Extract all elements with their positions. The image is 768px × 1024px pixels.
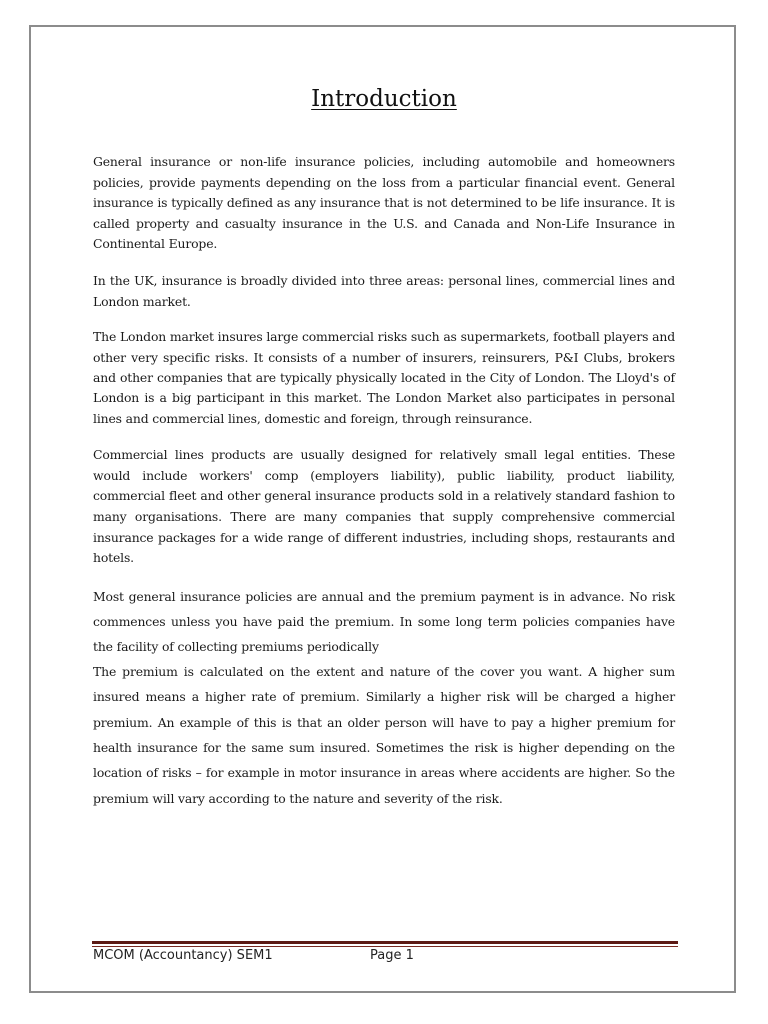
paragraph-2: In the UK, insurance is broadly divided into three areas: personal lines, commercial lines and London market. <box>93 272 675 309</box>
paragraph-3: The London market insures large commercial risks such as supermarkets, football players and other very specific risks. It consists of a number of insurers, reinsurers, P&I Clubs, brokers and other companies that are typically physically located in the City of London. The Lloyd's of London is a big participant in this market. The London Market also participates in personal lines and commercial lines, domestic and foreign, through reinsurance. <box>93 329 675 426</box>
footer-rule-thin <box>92 946 678 947</box>
body-text <box>93 152 675 811</box>
page-title-text: Introduction <box>311 86 457 112</box>
footer-course-label: MCOM (Accountancy) SEM1 <box>93 948 273 963</box>
footer-page-number: Page 1 <box>370 948 414 963</box>
paragraph-6: The premium is calculated on the extent and nature of the cover you want. A higher sum insured means a higher rate of premium. Similarly a higher risk will be charged a higher premium. An example of this is that an older person will have to pay a higher premium for health insurance for the same sum insured. Sometimes the risk is higher depending on the location of risks – for example in motor insurance in areas where accidents are higher. So the premium will vary according to the nature and severity of the risk. <box>93 663 675 806</box>
paragraph-5: Most general insurance policies are annual and the premium payment is in advance. No risk commences unless you have paid the premium. In some long term policies companies have the facility of collecting premiums periodically <box>93 588 675 654</box>
page-title <box>0 86 768 112</box>
paragraph-1: General insurance or non-life insurance policies, including automobile and homeowners policies, provide payments depending on the loss from a particular financial event. General insurance is typically defined as any insurance that is not determined to be life insurance. It is called property and casualty insurance in the U.S. and Canada and Non-Life Insurance in Continental Europe. <box>93 154 675 252</box>
paragraph-4: Commercial lines products are usually designed for relatively small legal entities. These would include workers' comp (employers liability), public liability, product liability, commercial fleet and other general insurance products sold in a relatively standard fashion to many organisations. There are many companies that supply comprehensive commercial insurance packages for a wide range of different industries, including shops, restaurants and hotels. <box>93 447 675 566</box>
footer-rule <box>92 941 678 944</box>
